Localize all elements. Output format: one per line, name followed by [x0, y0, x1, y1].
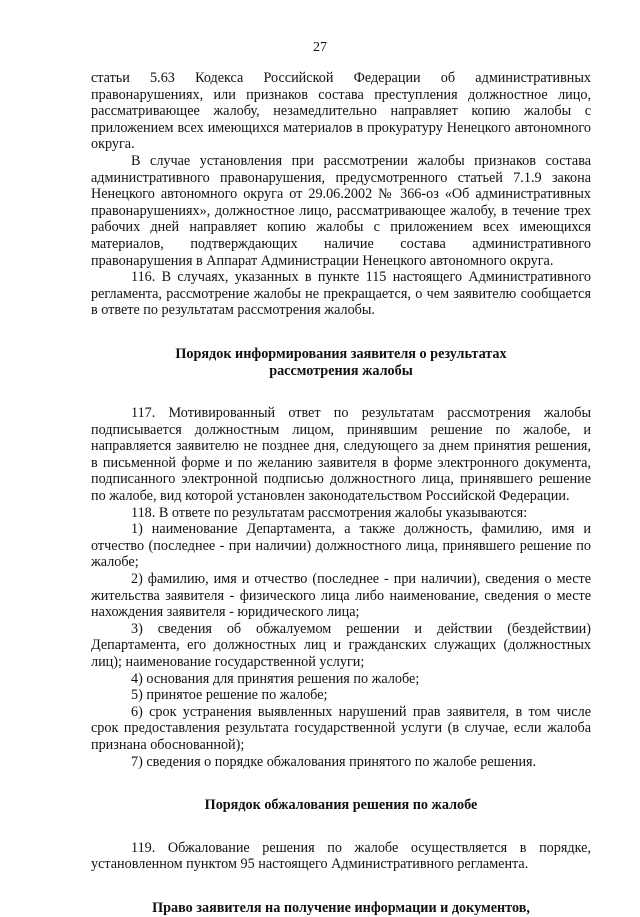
section-heading-appeal: Порядок обжалования решения по жалобе — [204, 797, 478, 814]
paragraph: статьи 5.63 Кодекса Российской Федерации об административных правонарушениях, или признаков состава преступления должностное лицо, рассматривающее жалобу, незамедлительно направляет копию жалобы с приложением всех имеющихся материалов в прокуратуру Ненецкого автономного округа. — [91, 70, 591, 153]
section-heading-rights: Право заявителя на получение информации и документов, — [152, 899, 530, 916]
list-item: 3) сведения об обжалуемом решении и действии (бездействии) Департамента, его должностных лиц и гражданских служащих (должностных лиц); наименование государственной услуги; — [91, 620, 591, 670]
list-item: 7) сведения о порядке обжалования принятого по жалобе решения. — [131, 753, 537, 770]
paragraph-119: 119. Обжалование решения по жалобе осуществляется в порядке, установленном пунктом 95 настоящего Административного регламента. — [91, 839, 591, 873]
list-item: 6) срок устранения выявленных нарушений прав заявителя, в том числе срок предоставления результата государственной услуги (в случае, если жалоба признана обоснованной); — [91, 703, 591, 753]
list-item: 1) наименование Департамента, а также должность, фамилию, имя и отчество (последнее - при наличии) должностного лица, принявшего решение по жалобе; — [91, 521, 591, 571]
paragraph: В случае установления при рассмотрении жалобы признаков состава административного правонарушения, предусмотренного статьей 7.1.9 закона Ненецкого автономного округа от 29.06.2002 № 366-оз «Об административных правонарушениях», должностное лицо, рассматривающее жалобу, в течение трех рабочих дней направляет копию жалобы с приложением всех имеющихся материалов, подтверждающих наличие состава административного правонарушения в Аппарат Администрации Ненецкого автономного округа. — [91, 152, 591, 269]
paragraph-118: 118. В ответе по результатам рассмотрения жалобы указываются: — [131, 504, 528, 521]
paragraph-117: 117. Мотивированный ответ по результатам рассмотрения жалобы подписывается должностным лицом, принявшим решение по жалобе, и направляется заявителю не позднее дня, следующего за днем принятия решения, в письменной форме и по желанию заявителя в форме электронного документа, подписанного электронной подписью должностного лица, принявшего решение по жалобе, вид которой установлен законодательством Российской Федерации. — [91, 405, 591, 505]
list-item: 2) фамилию, имя и отчество (последнее - при наличии), сведения о месте жительства заявителя - физического лица либо наименование, сведения о месте нахождения заявителя - юридического лица; — [91, 571, 591, 621]
list-item: 4) основания для принятия решения по жалобе; — [131, 670, 420, 687]
paragraph-116: 116. В случаях, указанных в пункте 115 настоящего Административного регламента, рассмотрение жалобы не прекращается, о чем заявителю сообщается в ответе по результатам рассмотрения жалобы. — [91, 269, 591, 319]
document-body — [91, 70, 591, 917]
page-number: 27 — [313, 40, 327, 55]
list-item: 5) принятое решение по жалобе; — [131, 687, 328, 704]
section-heading-informing: Порядок информирования заявителя о результатах рассмотрения жалобы — [175, 345, 507, 379]
